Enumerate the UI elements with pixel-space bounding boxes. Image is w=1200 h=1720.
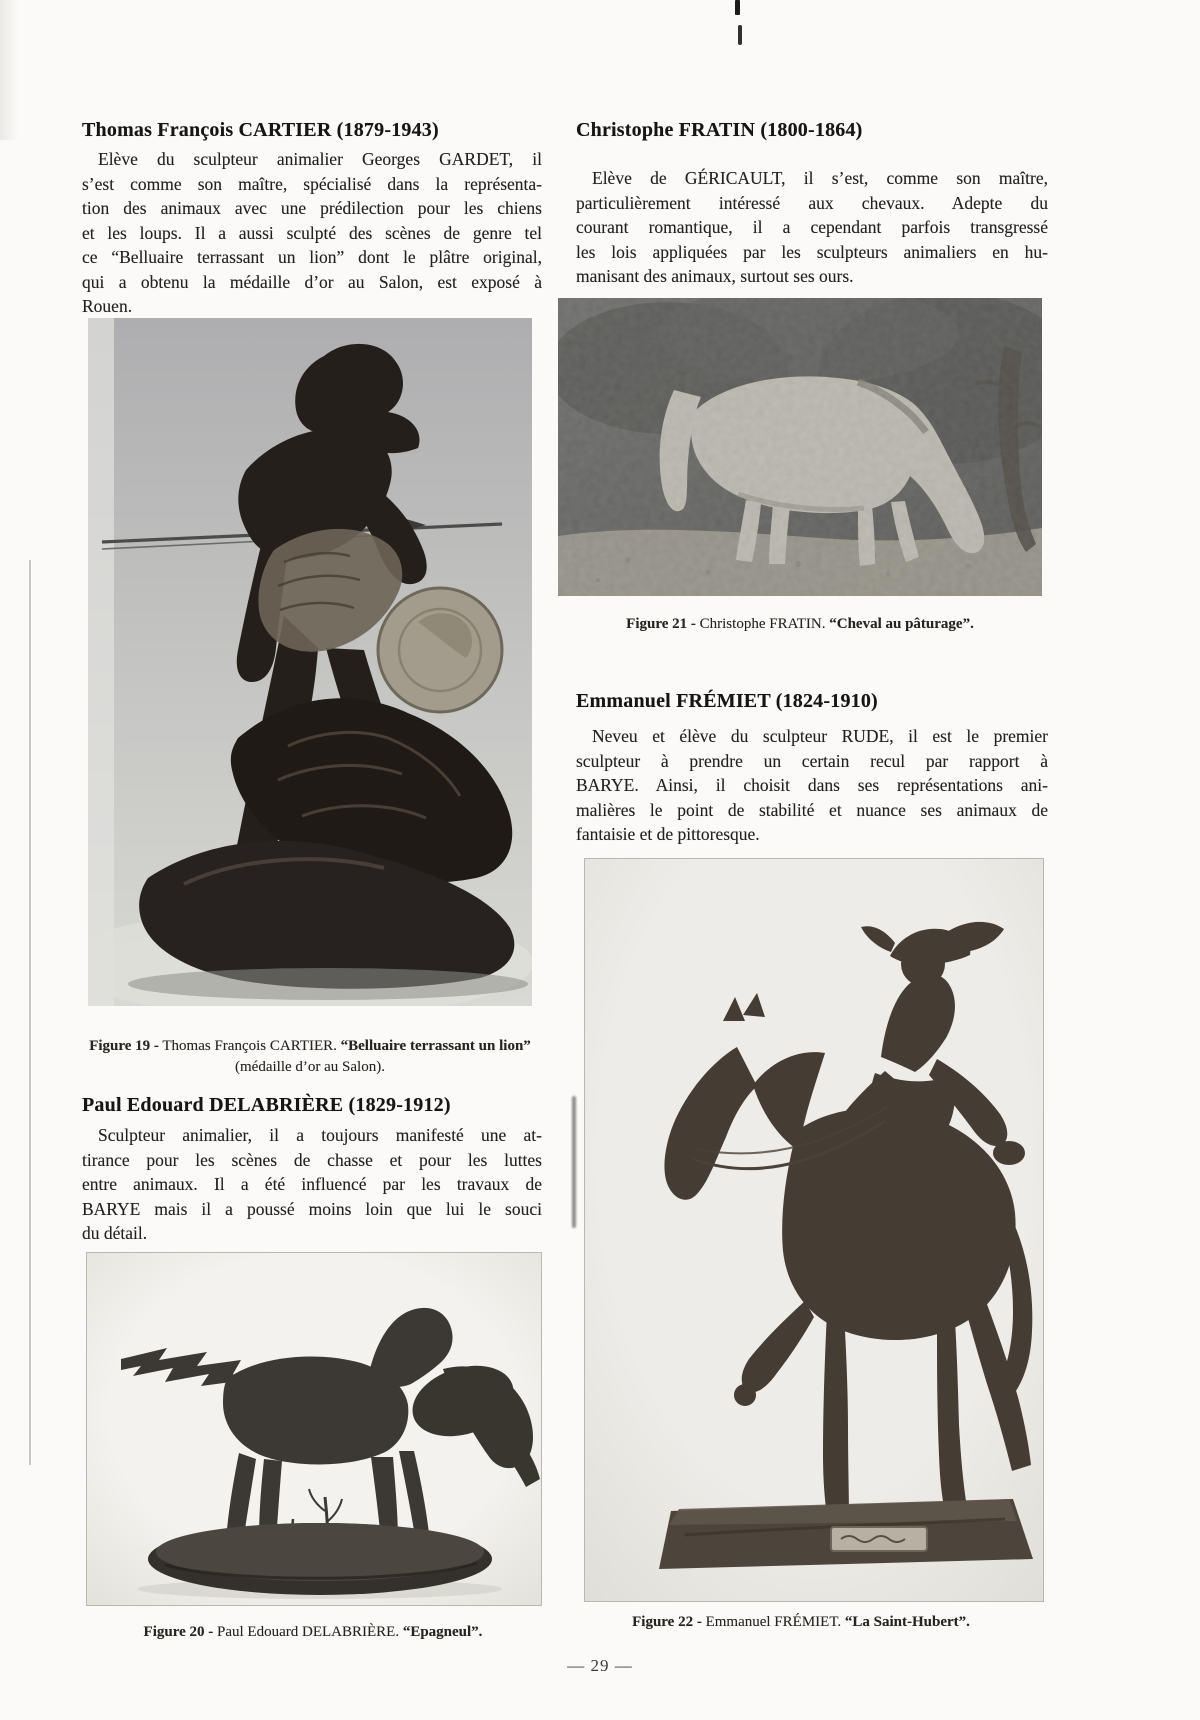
figure-21-photo [558, 298, 1042, 596]
section-heading-fremiet: Emmanuel FRÉMIET (1824-1910) [576, 690, 878, 712]
scan-line-artifact [29, 560, 31, 1465]
figure-19-label: Figure 19 - [89, 1038, 159, 1054]
figure-19-artist: Thomas François CARTIER. [162, 1038, 337, 1054]
page-number: — 29 — [567, 1656, 633, 1675]
scan-mark-artifact [735, 0, 740, 15]
figure-21-label: Figure 21 - [626, 616, 696, 632]
figure-19-title: “Belluaire terrassant un lion” [340, 1038, 531, 1054]
figure-22-title: “La Saint-Hubert”. [844, 1614, 970, 1630]
section-body-fratin: Elève de GÉRICAULT, il s’est, comme son maître, particulièrement intéressé aux chevaux. Adepte du courant romantique, il a cependant parfois transgressé les lois appliquées par les sculpteurs animaliers en hu- manisant des animaux, surtout ses ours. [576, 168, 1048, 286]
figure-20-artist: Paul Edouard DELABRIÈRE. [217, 1624, 400, 1640]
scan-smudge-artifact [572, 1096, 576, 1228]
figure-21-caption [558, 614, 1042, 635]
section-heading-fratin: Christophe FRATIN (1800-1864) [576, 119, 863, 141]
section-body-fremiet: Neveu et élève du sculpteur RUDE, il est le premier sculpteur à prendre un certain recul par rapport à BARYE. Ainsi, il choisit dans ses représentations ani- malières le point de stabilité et nuance ses animaux de fantaisie et de pittoresque. [576, 726, 1048, 844]
figure-22-caption [560, 1612, 1042, 1633]
figure-20-label: Figure 20 - [143, 1624, 214, 1640]
section-heading-delabriere: Paul Edouard DELABRIÈRE (1829-1912) [82, 1094, 451, 1116]
section-heading-cartier: Thomas François CARTIER (1879-1943) [82, 119, 439, 141]
scan-shading-artifact [0, 0, 18, 140]
figure-19-caption [84, 1036, 536, 1078]
figure-22-label: Figure 22 - [632, 1614, 702, 1630]
figure-19-note: (médaille d’or au Salon). [235, 1059, 385, 1075]
scan-mark-artifact [738, 25, 742, 45]
figure-20-title: “Epagneul”. [402, 1624, 483, 1640]
figure-22-artist: Emmanuel FRÉMIET. [705, 1614, 842, 1630]
figure-21-artist: Christophe FRATIN. [699, 616, 826, 632]
figure-22-photo [584, 858, 1044, 1602]
figure-20-photo [86, 1252, 542, 1606]
figure-19-photo [88, 318, 532, 1006]
figure-20-caption [66, 1622, 560, 1643]
figure-21-title: “Cheval au pâturage”. [829, 616, 974, 632]
section-body-delabriere: Sculpteur animalier, il a toujours manifesté une at- tirance pour les scènes de chasse et pour les luttes entre animaux. Il a été influencé par les travaux de BARYE mais il a poussé moins loin que lui le souci du détail. [82, 1125, 542, 1243]
section-body-cartier: Elève du sculpteur animalier Georges GARDET, il s’est comme son maître, spécialisé dans la représenta- tion des animaux avec une prédilection pour les chiens et les loups. Il a aussi sculpté des scènes de genre tel ce “Belluaire terrassant un lion” dont le plâtre original, qui a obtenu la médaille d’or au Salon, est exposé à Rouen. [82, 149, 542, 316]
